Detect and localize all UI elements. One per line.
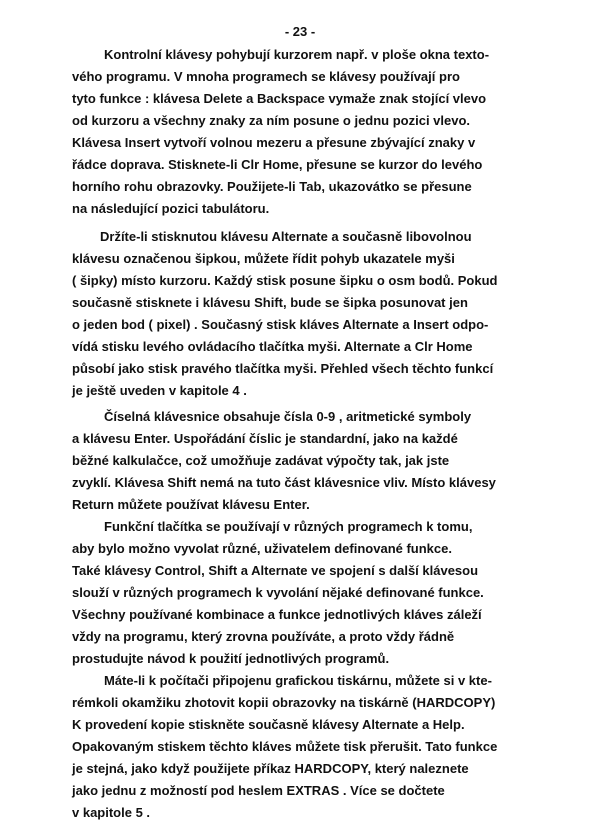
- text-line: je ještě uveden v kapitole 4 .: [72, 383, 247, 398]
- text-line: Číselná klávesnice obsahuje čísla 0-9 , aritmetické symboly: [104, 409, 472, 424]
- text-line: K provedení kopie stiskněte současně klávesy Alternate a Help.: [72, 717, 465, 732]
- text-line: vždy na programu, který zrovna používáte, a proto vždy řádně: [72, 629, 455, 644]
- page-number: - 23 -: [284, 24, 316, 39]
- text-line: Kontrolní klávesy pohybují kurzorem např. v ploše okna texto-: [104, 47, 490, 62]
- paragraph-control-keys: [72, 44, 532, 220]
- text-line: na následující pozici tabulátoru.: [72, 201, 270, 216]
- text-line: působí jako stisk pravého tlačítka myši. Přehled všech těchto funkcí: [72, 361, 494, 376]
- text-line: zvyklí. Klávesa Shift nemá na tuto část klávesnice vliv. Místo klávesy: [72, 475, 496, 490]
- text-line: jako jednu z možností pod heslem EXTRAS . Více se dočtete: [72, 783, 445, 798]
- paragraph-hardcopy: [72, 670, 532, 824]
- text-line: o jeden bod ( pixel) . Současný stisk kláves Alternate a Insert odpo-: [72, 317, 489, 332]
- text-line: Také klávesy Control, Shift a Alternate ve spojení s další klávesou: [72, 563, 479, 578]
- text-line: tyto funkce : klávesa Delete a Backspace vymaže znak stojící vlevo: [72, 91, 487, 106]
- text-line: je stejná, jako když použijete příkaz HARDCOPY, který naleznete: [72, 761, 469, 776]
- text-line: současně stisknete i klávesu Shift, bude se šipka posunovat jen: [72, 295, 468, 310]
- text-line: a klávesu Enter. Uspořádání číslic je standardní, jako na každé: [72, 431, 458, 446]
- text-line: Držíte-li stisknutou klávesu Alternate a současně libovolnou: [100, 229, 472, 244]
- text-line: aby bylo možno vyvolat různé, uživatelem definované funkce.: [72, 541, 452, 556]
- text-line: řádce doprava. Stisknete-li Clr Home, přesune se kurzor do levého: [72, 157, 483, 172]
- text-line: běžné kalkulačce, což umožňuje zadávat výpočty tak, jak jste: [72, 453, 450, 468]
- text-line: Všechny používané kombinace a funkce jednotlivých kláves záleží: [72, 607, 482, 622]
- text-line: vídá stisku levého ovládacího tlačítka myši. Alternate a Clr Home: [72, 339, 473, 354]
- text-line: prostudujte návod k použití jednotlivých programů.: [72, 651, 390, 666]
- paragraph-numeric-keypad: [72, 406, 532, 516]
- text-line: rémkoli okamžiku zhotovit kopii obrazovky na tiskárně (HARDCOPY): [72, 695, 496, 710]
- text-line: klávesu označenou šipkou, můžete řídit pohyb ukazatele myši: [72, 251, 455, 266]
- text-line: slouží v různých programech k vyvolání nějaké definované funkce.: [72, 585, 484, 600]
- paragraph-alternate-mouse: [72, 226, 532, 402]
- paragraph-function-keys: [72, 516, 532, 670]
- text-line: vého programu. V mnoha programech se klávesy používají pro: [72, 69, 460, 84]
- text-line: Klávesa Insert vytvoří volnou mezeru a přesune zbývající znaky v: [72, 135, 476, 150]
- text-line: ( šipky) místo kurzoru. Každý stisk posune šipku o osm bodů. Pokud: [72, 273, 498, 288]
- text-line: Return můžete používat klávesu Enter.: [72, 497, 310, 512]
- text-line: od kurzoru a všechny znaky za ním posune o jednu pozici vlevo.: [72, 113, 471, 128]
- text-line: Funkční tlačítka se používají v různých programech k tomu,: [104, 519, 473, 534]
- text-line: horního rohu obrazovky. Použijete-li Tab, ukazovátko se přesune: [72, 179, 472, 194]
- text-line: v kapitole 5 .: [72, 805, 151, 820]
- text-line: Opakovaným stiskem těchto kláves můžete tisk přerušit. Tato funkce: [72, 739, 498, 754]
- text-line: Máte-li k počítači připojenu grafickou tiskárnu, můžete si v kte-: [104, 673, 492, 688]
